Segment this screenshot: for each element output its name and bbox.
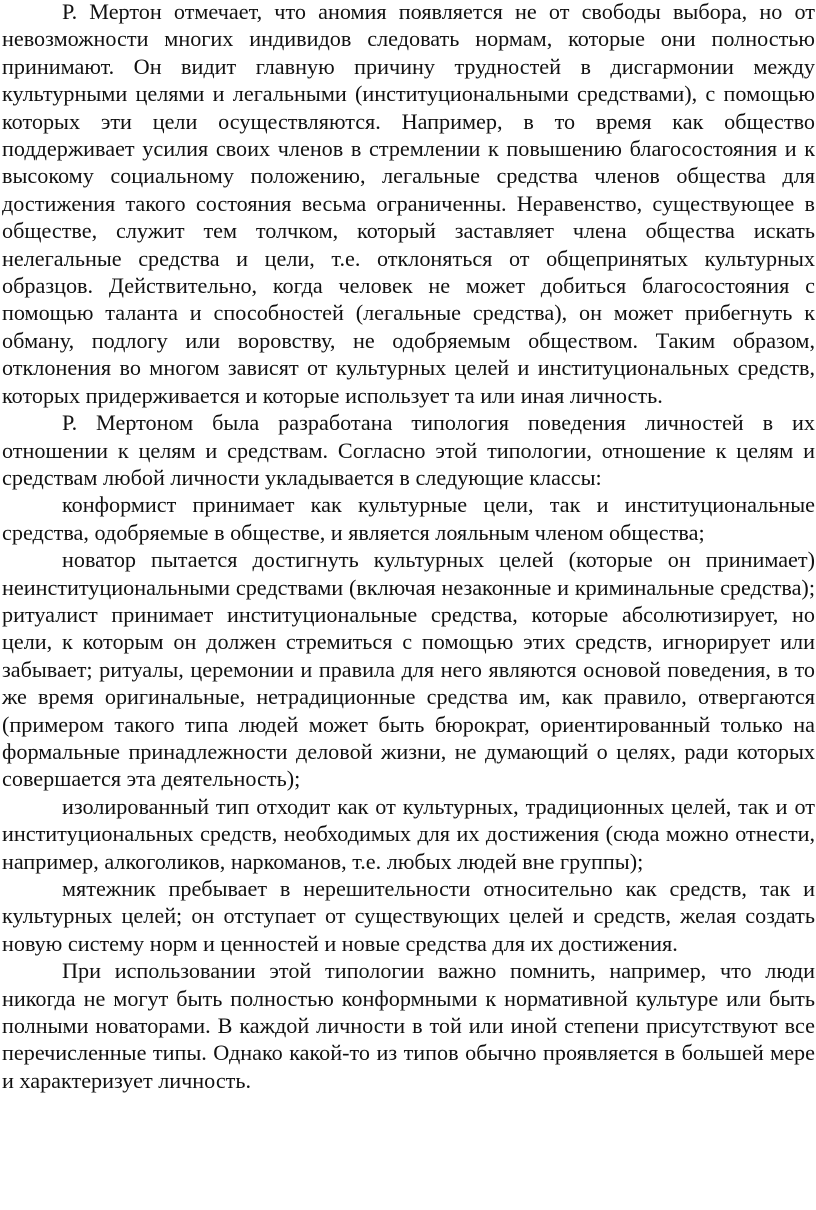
paragraph-innovator-ritualist: новатор пытается достигнуть культурных целей (которые он принимает) неинституциональными средствами (включая незаконные и криминальные средства); ритуалист принимает институциональные средства, которые абсолютизирует, но цели, к которым он должен стремиться с помощью этих средств, игнорирует или забывает; ритуалы, церемонии и правила для него являются основой поведения, в то же время оригинальные, нетрадиционные средства им, как правило, отвергаются (примером такого типа людей может быть бюрократ, ориентированный только на формальные принадлежности деловой жизни, не думающий о целях, ради которых совершается эта деятельность); — [2, 547, 815, 792]
paragraph-merton-anomie: Р. Мертон отмечает, что аномия появляется не от свободы выбора, но от невозможности многих индивидов следовать нормам, которые они полностью принимают. Он видит главную причину трудностей в дисгармонии между культурными целями и легальными (институциональными средствами), с помощью которых эти цели осуществляются. Например, в то время как общество поддерживает усилия своих членов в стремлении к повышению благосостояния и к высокому социальному положению, легальные средства членов общества для достижения такого состояния весьма ограниченны. Неравенство, существующее в обществе, служит тем толчком, который заставляет члена общества искать нелегальные средства и цели, т.е. отклоняться от общепринятых культурных образцов. Действительно, когда человек не может добиться благосостояния с помощью таланта и способностей (легальные средства), он может прибегнуть к обману, подлогу или воровству, не одобряемым обществом. Таким образом, отклонения во многом зависят от культурных целей и институциональных средств, которых придерживается и которые использует та или иная личность. — [2, 0, 815, 408]
paragraph-rebel: мятежник пребывает в нерешительности относительно как средств, так и культурных целей; он отступает от существующих целей и средств, желая создать новую систему норм и ценностей и новые средства для их достижения. — [2, 876, 815, 956]
paragraph-typology-note: При использовании этой типологии важно помнить, например, что люди никогда не могут быть полностью конформными к нормативной культуре или быть полными новаторами. В каждой личности в той или иной степени присутствуют все перечисленные типы. Однако какой-то из типов обычно проявляется в большей мере и характеризует личность. — [2, 958, 815, 1093]
paragraph-isolated-type: изолированный тип отходит как от культурных, традиционных целей, так и от институциональных средств, необходимых для их достижения (сюда можно отнести, например, алкоголиков, наркоманов, т.е. любых людей вне группы); — [2, 793, 815, 874]
paragraph-typology-intro: Р. Мертоном была разработана типология поведения личностей в их отношении к целям и средствам. Согласно этой типологии, отношение к целям и средствам любой личности укладывается в следующие классы: — [2, 410, 815, 490]
paragraph-conformist: конформист принимает как культурные цели, так и институциональные средства, одобряемые в обществе, и является лояльным членом общества; — [2, 492, 815, 545]
